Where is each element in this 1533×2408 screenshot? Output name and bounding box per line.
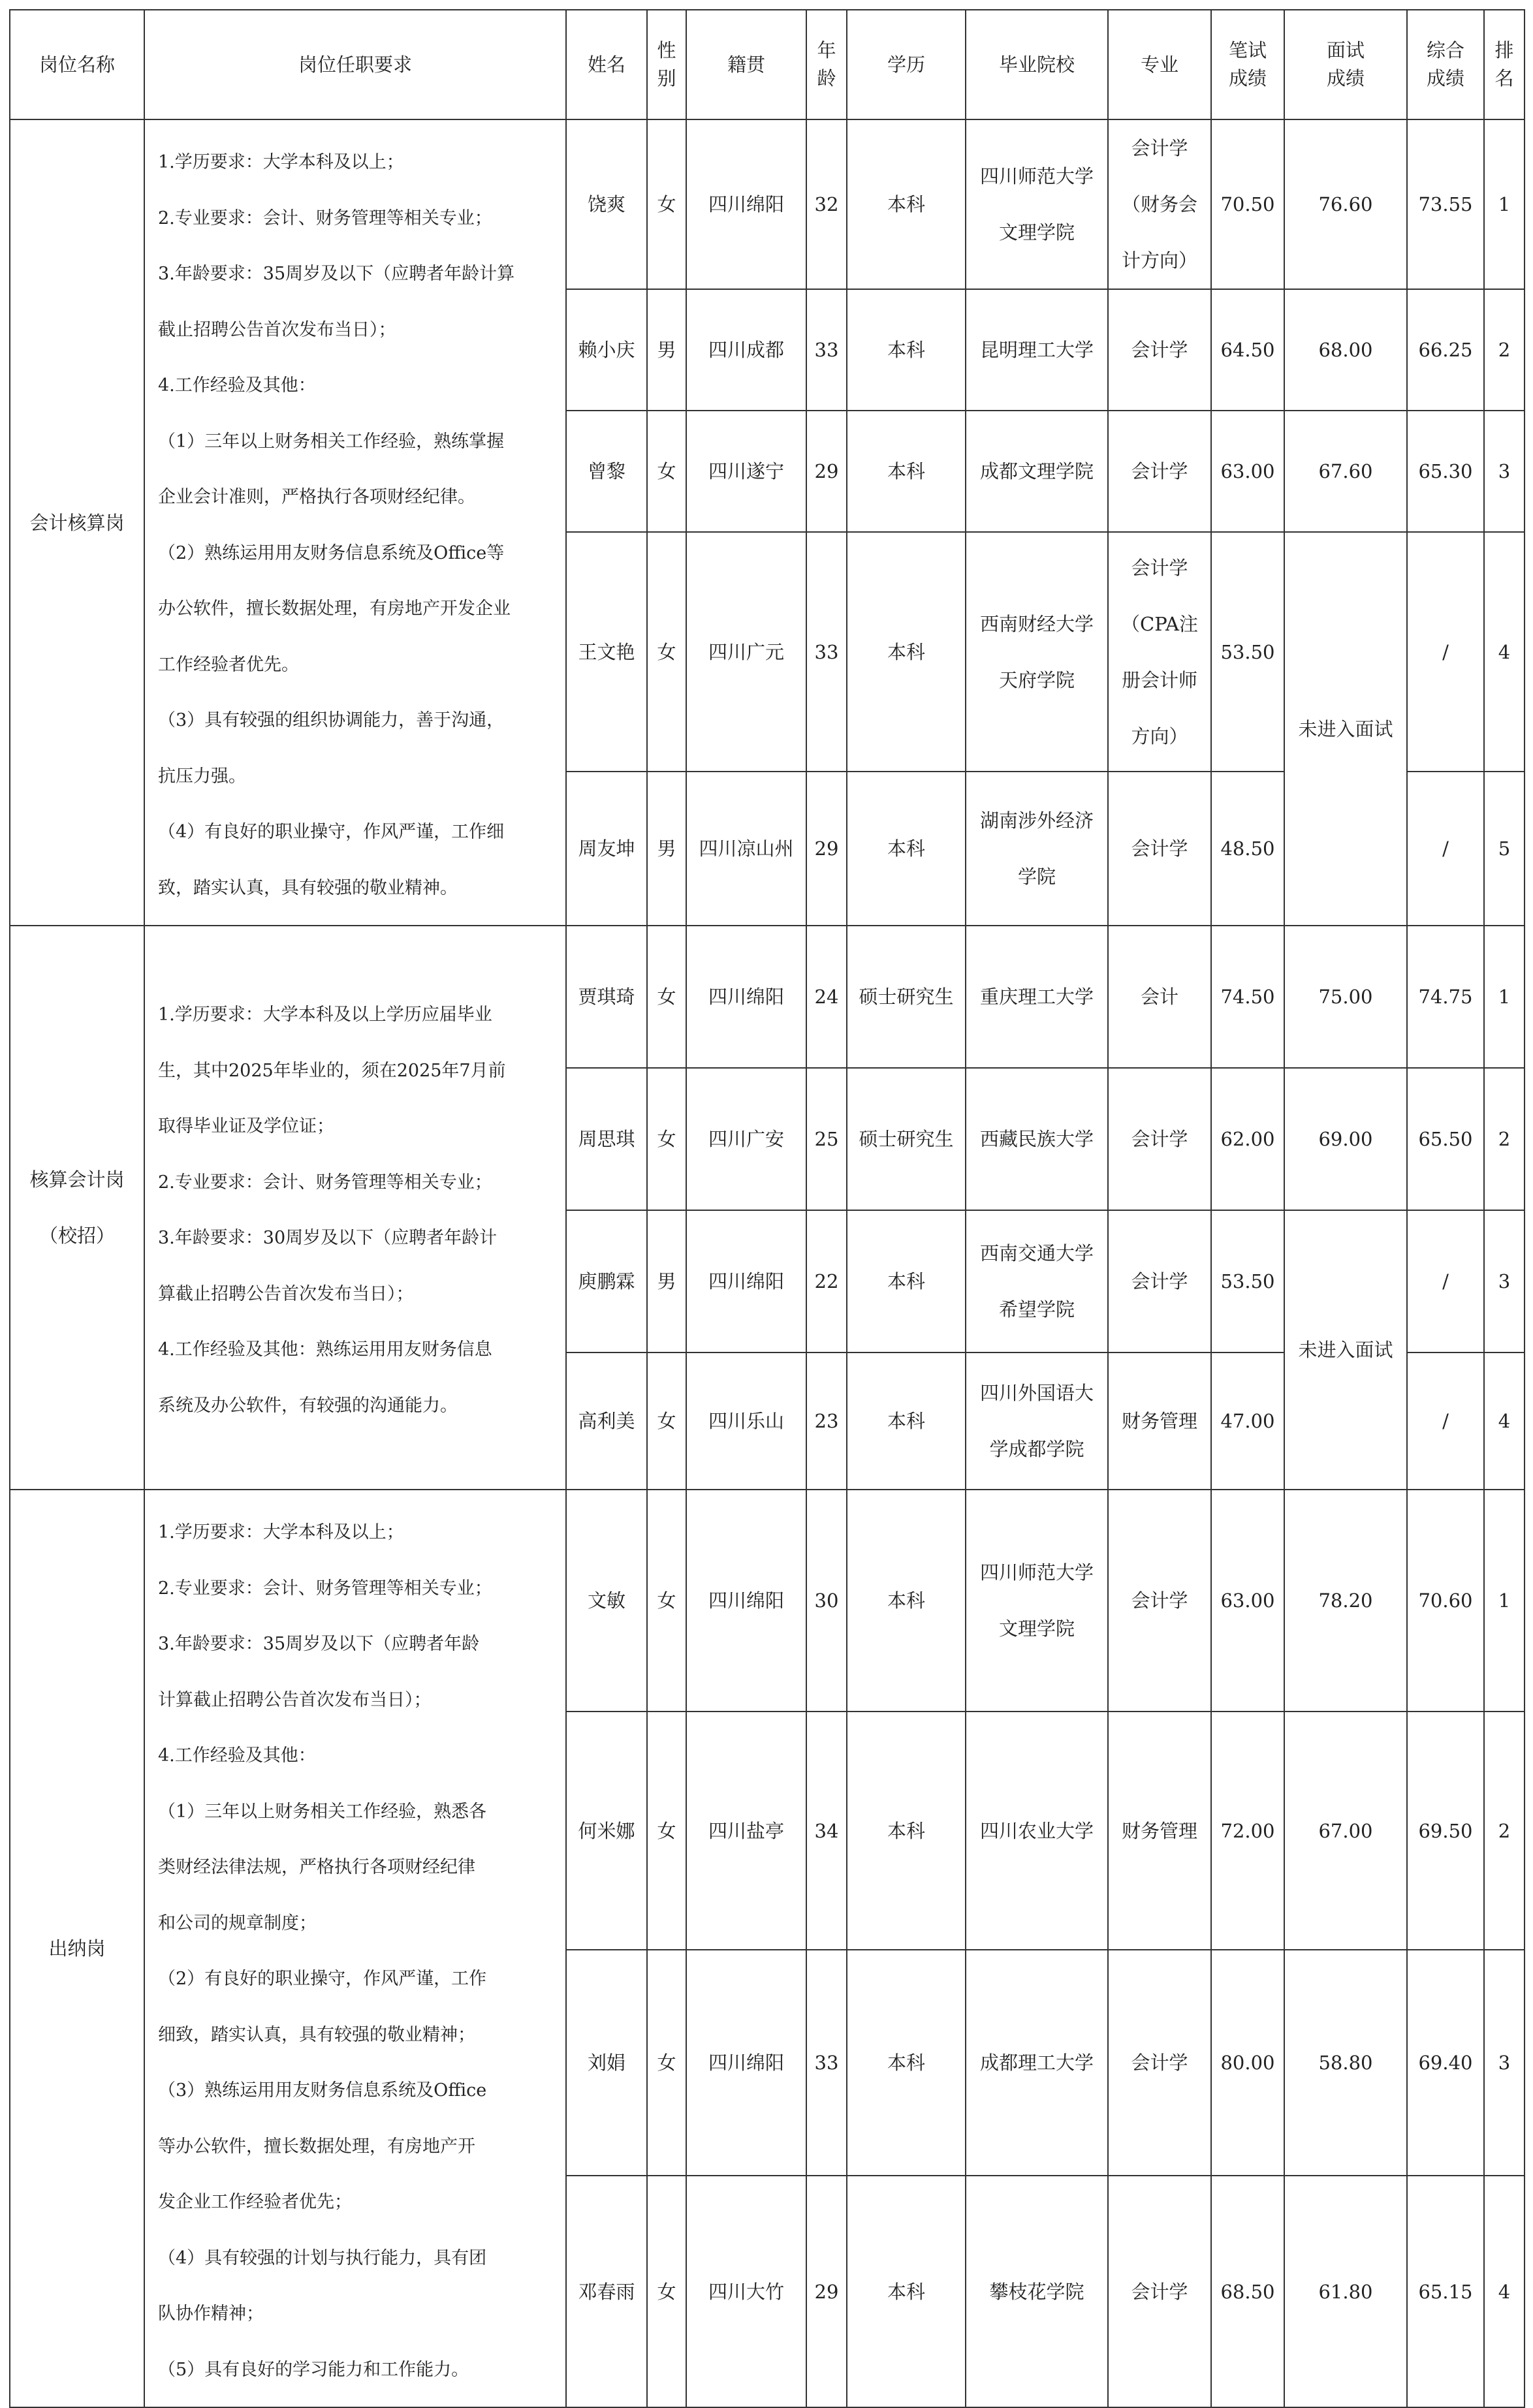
school-line: 西南财经大学 xyxy=(979,612,1094,635)
requirement-line: 4.工作经验及其他： xyxy=(158,1745,316,1766)
requirement-line: 和公司的规章制度； xyxy=(158,1913,317,1933)
cell-education: 硕士研究生 xyxy=(847,926,966,1068)
cell-age: 29 xyxy=(806,2176,847,2407)
major-line: 会计学 xyxy=(1131,1128,1188,1150)
cell-interview: 78.20 xyxy=(1284,1490,1407,1712)
cell-major xyxy=(1108,926,1211,1068)
cell-interview: 68.00 xyxy=(1284,289,1407,411)
requirement-line: 系统及办公软件，有较强的沟通能力。 xyxy=(158,1395,458,1416)
school-line: 文理学院 xyxy=(998,221,1075,243)
requirement-line: 4.工作经验及其他： xyxy=(158,375,316,396)
cell-origin: 四川大竹 xyxy=(686,2176,806,2407)
cell-interview: 75.00 xyxy=(1284,926,1407,1068)
requirement-line: 1.学历要求：大学本科及以上； xyxy=(158,152,404,172)
cell-total: / xyxy=(1407,1210,1484,1353)
position-name-line: （校招） xyxy=(39,1225,115,1247)
cell-school xyxy=(966,119,1108,289)
requirement-line: 工作经验者优先。 xyxy=(158,654,299,675)
table-row xyxy=(10,926,1525,1068)
cell-school xyxy=(966,1490,1108,1712)
cell-total: 65.50 xyxy=(1407,1068,1484,1210)
cell-name: 文敏 xyxy=(566,1490,647,1712)
cell-age: 33 xyxy=(806,289,847,411)
position-name-line: 核算会计岗 xyxy=(29,1168,125,1191)
requirement-line: 取得毕业证及学位证； xyxy=(158,1116,334,1136)
cell-major xyxy=(1108,1210,1211,1353)
cell-rank: 3 xyxy=(1484,411,1525,532)
header-interview xyxy=(1284,10,1407,119)
cell-name: 贾琪琦 xyxy=(566,926,647,1068)
header-origin: 籍贯 xyxy=(686,10,806,119)
requirements-cell xyxy=(144,119,566,926)
cell-age: 34 xyxy=(806,1712,847,1950)
major-line: 会计学 xyxy=(1131,1270,1188,1292)
major-line: 会计学 xyxy=(1131,137,1188,159)
cell-gender: 女 xyxy=(647,119,686,289)
position-cell xyxy=(10,119,144,926)
requirement-line: （2）熟练运用用友财务信息系统及Office等 xyxy=(158,542,505,563)
header-gender xyxy=(647,10,686,119)
cell-gender: 女 xyxy=(647,1353,686,1490)
requirement-line: 2.专业要求：会计、财务管理等相关专业； xyxy=(158,1172,492,1193)
school-line: 四川师范大学 xyxy=(979,165,1094,187)
cell-education: 本科 xyxy=(847,772,966,926)
cell-gender: 女 xyxy=(647,1950,686,2176)
requirement-line: 等办公软件，擅长数据处理，有房地产开 xyxy=(158,2136,475,2157)
cell-age: 29 xyxy=(806,411,847,532)
requirements-cell xyxy=(144,1490,566,2407)
school-line: 希望学院 xyxy=(998,1298,1075,1321)
cell-not-interviewed: 未进入面试 xyxy=(1284,1210,1407,1490)
cell-education: 本科 xyxy=(847,1210,966,1353)
cell-school xyxy=(966,1712,1108,1950)
cell-rank: 2 xyxy=(1484,289,1525,411)
requirement-line: 计算截止招聘公告首次发布当日）； xyxy=(158,1689,432,1710)
cell-origin: 四川绵阳 xyxy=(686,1210,806,1353)
cell-age: 25 xyxy=(806,1068,847,1210)
cell-written: 62.00 xyxy=(1211,1068,1284,1210)
cell-origin: 四川绵阳 xyxy=(686,926,806,1068)
requirement-line: （3）熟练运用用友财务信息系统及Office xyxy=(158,2080,487,2101)
cell-interview: 69.00 xyxy=(1284,1068,1407,1210)
cell-gender: 男 xyxy=(647,289,686,411)
requirement-line: 办公软件，擅长数据处理，有房地产开发企业 xyxy=(158,599,511,619)
position-cell xyxy=(10,1490,144,2407)
header-gender-2: 别 xyxy=(657,67,676,89)
cell-school xyxy=(966,1353,1108,1490)
cell-total: / xyxy=(1407,532,1484,772)
cell-total: 66.25 xyxy=(1407,289,1484,411)
cell-education: 本科 xyxy=(847,1490,966,1712)
major-line: 会计学 xyxy=(1131,837,1188,860)
cell-name: 何米娜 xyxy=(566,1712,647,1950)
requirement-line: （3）具有较强的组织协调能力，善于沟通， xyxy=(158,710,505,730)
requirement-line: 4.工作经验及其他：熟练运用用友财务信息 xyxy=(158,1339,492,1360)
header-written-1: 笔试 xyxy=(1228,39,1267,61)
requirement-line: 抗压力强。 xyxy=(158,766,246,787)
header-total-2: 成绩 xyxy=(1426,67,1464,89)
cell-education: 本科 xyxy=(847,1950,966,2176)
header-rank xyxy=(1484,10,1525,119)
cell-total: 65.15 xyxy=(1407,2176,1484,2407)
cell-school xyxy=(966,2176,1108,2407)
major-line: （CPA注 xyxy=(1121,612,1198,635)
cell-name: 庾鹏霖 xyxy=(566,1210,647,1353)
cell-written: 63.00 xyxy=(1211,1490,1284,1712)
major-line: 会计学 xyxy=(1131,339,1188,361)
cell-rank: 2 xyxy=(1484,1068,1525,1210)
cell-education: 本科 xyxy=(847,1712,966,1950)
cell-age: 30 xyxy=(806,1490,847,1712)
position-cell xyxy=(10,926,144,1490)
header-rank-1: 排 xyxy=(1494,39,1514,61)
cell-major xyxy=(1108,1712,1211,1950)
cell-gender: 女 xyxy=(647,1068,686,1210)
header-row xyxy=(10,10,1525,119)
major-line: 计方向） xyxy=(1121,249,1197,272)
requirement-line: 算截止招聘公告首次发布当日）； xyxy=(158,1283,414,1304)
cell-rank: 1 xyxy=(1484,926,1525,1068)
cell-major xyxy=(1108,1490,1211,1712)
cell-interview: 61.80 xyxy=(1284,2176,1407,2407)
cell-education: 本科 xyxy=(847,532,966,772)
cell-gender: 男 xyxy=(647,772,686,926)
school-line: 成都文理学院 xyxy=(979,460,1094,482)
cell-rank: 5 xyxy=(1484,772,1525,926)
position-name-line: 会计核算岗 xyxy=(29,511,125,534)
cell-written: 53.50 xyxy=(1211,1210,1284,1353)
requirement-line: 3.年龄要求：35周岁及以下（应聘者年龄计算 xyxy=(158,264,515,284)
cell-school xyxy=(966,1950,1108,2176)
cell-rank: 4 xyxy=(1484,1353,1525,1490)
header-name: 姓名 xyxy=(566,10,647,119)
cell-written: 68.50 xyxy=(1211,2176,1284,2407)
header-interview-2: 成绩 xyxy=(1326,67,1365,89)
school-line: 天府学院 xyxy=(998,668,1075,691)
cell-name: 赖小庆 xyxy=(566,289,647,411)
cell-origin: 四川凉山州 xyxy=(686,772,806,926)
school-line: 四川农业大学 xyxy=(979,1819,1094,1842)
cell-gender: 女 xyxy=(647,1490,686,1712)
cell-not-interviewed: 未进入面试 xyxy=(1284,532,1407,926)
cell-origin: 四川绵阳 xyxy=(686,119,806,289)
cell-rank: 4 xyxy=(1484,532,1525,772)
cell-education: 本科 xyxy=(847,411,966,532)
cell-name: 周思琪 xyxy=(566,1068,647,1210)
requirement-line: （5）具有良好的学习能力和工作能力。 xyxy=(158,2359,469,2380)
cell-major xyxy=(1108,289,1211,411)
cell-total: 73.55 xyxy=(1407,119,1484,289)
school-line: 湖南涉外经济 xyxy=(979,809,1094,832)
requirements-cell xyxy=(144,926,566,1490)
cell-rank: 3 xyxy=(1484,1950,1525,2176)
cell-rank: 3 xyxy=(1484,1210,1525,1353)
header-total xyxy=(1407,10,1484,119)
cell-age: 24 xyxy=(806,926,847,1068)
major-line: 会计学 xyxy=(1131,2052,1188,2074)
requirement-line: 2.专业要求：会计、财务管理等相关专业； xyxy=(158,208,492,228)
header-age xyxy=(806,10,847,119)
cell-written: 72.00 xyxy=(1211,1712,1284,1950)
header-written xyxy=(1211,10,1284,119)
cell-rank: 2 xyxy=(1484,1712,1525,1950)
cell-age: 33 xyxy=(806,1950,847,2176)
cell-age: 29 xyxy=(806,772,847,926)
cell-education: 本科 xyxy=(847,2176,966,2407)
cell-major xyxy=(1108,1353,1211,1490)
results-sheet xyxy=(9,9,1524,2408)
cell-major xyxy=(1108,772,1211,926)
requirement-line: （1）三年以上财务相关工作经验，熟悉各 xyxy=(158,1801,487,1822)
cell-gender: 女 xyxy=(647,2176,686,2407)
cell-gender: 女 xyxy=(647,926,686,1068)
cell-written: 48.50 xyxy=(1211,772,1284,926)
cell-school xyxy=(966,1210,1108,1353)
school-line: 学成都学院 xyxy=(989,1438,1084,1460)
cell-rank: 4 xyxy=(1484,2176,1525,2407)
table-row xyxy=(10,119,1525,289)
cell-name: 周友坤 xyxy=(566,772,647,926)
major-line: （财务会 xyxy=(1121,193,1197,215)
major-line: 会计学 xyxy=(1131,2280,1188,2303)
cell-total: 65.30 xyxy=(1407,411,1484,532)
requirement-line: （2）有良好的职业操守，作风严谨，工作 xyxy=(158,1969,487,1989)
cell-school xyxy=(966,926,1108,1068)
major-line: 会计 xyxy=(1140,986,1178,1008)
cell-written: 70.50 xyxy=(1211,119,1284,289)
header-school: 毕业院校 xyxy=(966,10,1108,119)
school-line: 西藏民族大学 xyxy=(979,1128,1094,1150)
cell-gender: 女 xyxy=(647,411,686,532)
requirement-line: 3.年龄要求：30周岁及以下（应聘者年龄计 xyxy=(158,1228,498,1248)
cell-total: / xyxy=(1407,772,1484,926)
major-line: 册会计师 xyxy=(1121,668,1197,691)
cell-written: 53.50 xyxy=(1211,532,1284,772)
cell-written: 74.50 xyxy=(1211,926,1284,1068)
cell-interview: 58.80 xyxy=(1284,1950,1407,2176)
requirement-line: 细致，踏实认真，具有较强的敬业精神； xyxy=(158,2024,475,2045)
header-gender-1: 性 xyxy=(657,39,676,61)
cell-origin: 四川盐亭 xyxy=(686,1712,806,1950)
cell-name: 邓春雨 xyxy=(566,2176,647,2407)
requirement-line: （4）具有较强的计划与执行能力，具有团 xyxy=(158,2247,487,2268)
header-written-2: 成绩 xyxy=(1228,67,1267,89)
cell-school xyxy=(966,532,1108,772)
cell-name: 高利美 xyxy=(566,1353,647,1490)
requirement-line: 生，其中2025年毕业的，须在2025年7月前 xyxy=(158,1060,506,1081)
cell-major xyxy=(1108,411,1211,532)
school-line: 重庆理工大学 xyxy=(979,986,1094,1008)
cell-origin: 四川广安 xyxy=(686,1068,806,1210)
requirement-line: 发企业工作经验者优先； xyxy=(158,2192,352,2212)
school-line: 四川师范大学 xyxy=(979,1561,1094,1584)
major-line: 会计学 xyxy=(1131,1589,1188,1612)
cell-origin: 四川成都 xyxy=(686,289,806,411)
cell-education: 本科 xyxy=(847,1353,966,1490)
requirement-line: （1）三年以上财务相关工作经验，熟练掌握 xyxy=(158,431,505,452)
cell-name: 曾黎 xyxy=(566,411,647,532)
cell-written: 63.00 xyxy=(1211,411,1284,532)
cell-name: 饶爽 xyxy=(566,119,647,289)
cell-education: 本科 xyxy=(847,119,966,289)
cell-total: 70.60 xyxy=(1407,1490,1484,1712)
school-line: 成都理工大学 xyxy=(979,2052,1094,2074)
header-rank-2: 名 xyxy=(1494,67,1514,89)
cell-written: 47.00 xyxy=(1211,1353,1284,1490)
position-name-line: 出纳岗 xyxy=(48,1937,106,1960)
requirement-line: 致，踏实认真，具有较强的敬业精神。 xyxy=(158,877,458,898)
school-line: 昆明理工大学 xyxy=(979,339,1094,361)
cell-rank: 1 xyxy=(1484,1490,1525,1712)
cell-age: 23 xyxy=(806,1353,847,1490)
cell-major xyxy=(1108,119,1211,289)
cell-gender: 女 xyxy=(647,1712,686,1950)
cell-major xyxy=(1108,532,1211,772)
cell-school xyxy=(966,289,1108,411)
school-line: 学院 xyxy=(1017,866,1056,888)
requirement-line: 截止招聘公告首次发布当日）； xyxy=(158,319,396,340)
school-line: 文理学院 xyxy=(998,1617,1075,1640)
cell-name: 刘娟 xyxy=(566,1950,647,2176)
requirement-line: 2.专业要求：会计、财务管理等相关专业； xyxy=(158,1578,492,1599)
cell-major xyxy=(1108,1068,1211,1210)
cell-written: 80.00 xyxy=(1211,1950,1284,2176)
header-requirements: 岗位任职要求 xyxy=(144,10,566,119)
cell-interview: 67.00 xyxy=(1284,1712,1407,1950)
cell-school xyxy=(966,1068,1108,1210)
major-line: 会计学 xyxy=(1131,556,1188,579)
cell-interview: 67.60 xyxy=(1284,411,1407,532)
header-interview-1: 面试 xyxy=(1326,39,1365,61)
school-line: 西南交通大学 xyxy=(979,1242,1094,1264)
header-total-1: 综合 xyxy=(1426,39,1464,61)
header-age-1: 年 xyxy=(817,39,836,61)
cell-origin: 四川遂宁 xyxy=(686,411,806,532)
requirement-line: 队协作精神； xyxy=(158,2304,264,2324)
requirement-line: 1.学历要求：大学本科及以上； xyxy=(158,1522,404,1542)
requirement-line: （4）有良好的职业操守，作风严谨，工作细 xyxy=(158,822,505,842)
major-line: 方向） xyxy=(1131,725,1188,747)
cell-origin: 四川乐山 xyxy=(686,1353,806,1490)
major-line: 会计学 xyxy=(1131,460,1188,482)
header-major: 专业 xyxy=(1108,10,1211,119)
cell-gender: 女 xyxy=(647,532,686,772)
cell-education: 本科 xyxy=(847,289,966,411)
header-education: 学历 xyxy=(847,10,966,119)
header-age-2: 龄 xyxy=(817,67,836,89)
table-body xyxy=(10,119,1525,2407)
requirement-line: 类财经法律法规，严格执行各项财经纪律 xyxy=(158,1857,475,1877)
cell-origin: 四川广元 xyxy=(686,532,806,772)
header-position: 岗位名称 xyxy=(10,10,144,119)
cell-major xyxy=(1108,2176,1211,2407)
cell-total: 69.40 xyxy=(1407,1950,1484,2176)
requirement-line: 1.学历要求：大学本科及以上学历应届毕业 xyxy=(158,1005,492,1025)
cell-total: 74.75 xyxy=(1407,926,1484,1068)
cell-total: / xyxy=(1407,1353,1484,1490)
results-table xyxy=(9,9,1525,2408)
table-row xyxy=(10,1490,1525,1712)
cell-origin: 四川绵阳 xyxy=(686,1950,806,2176)
school-line: 攀枝花学院 xyxy=(989,2280,1084,2303)
requirement-line: 企业会计准则，严格执行各项财经纪律。 xyxy=(158,487,475,507)
cell-age: 32 xyxy=(806,119,847,289)
cell-school xyxy=(966,772,1108,926)
cell-origin: 四川绵阳 xyxy=(686,1490,806,1712)
cell-major xyxy=(1108,1950,1211,2176)
cell-written: 64.50 xyxy=(1211,289,1284,411)
requirement-line: 3.年龄要求：35周岁及以下（应聘者年龄 xyxy=(158,1634,480,1654)
cell-education: 硕士研究生 xyxy=(847,1068,966,1210)
cell-school xyxy=(966,411,1108,532)
major-line: 财务管理 xyxy=(1121,1819,1197,1842)
cell-age: 33 xyxy=(806,532,847,772)
cell-name: 王文艳 xyxy=(566,532,647,772)
cell-age: 22 xyxy=(806,1210,847,1353)
cell-total: 69.50 xyxy=(1407,1712,1484,1950)
school-line: 四川外国语大 xyxy=(979,1382,1094,1404)
cell-rank: 1 xyxy=(1484,119,1525,289)
cell-interview: 76.60 xyxy=(1284,119,1407,289)
major-line: 财务管理 xyxy=(1121,1410,1197,1432)
cell-gender: 男 xyxy=(647,1210,686,1353)
